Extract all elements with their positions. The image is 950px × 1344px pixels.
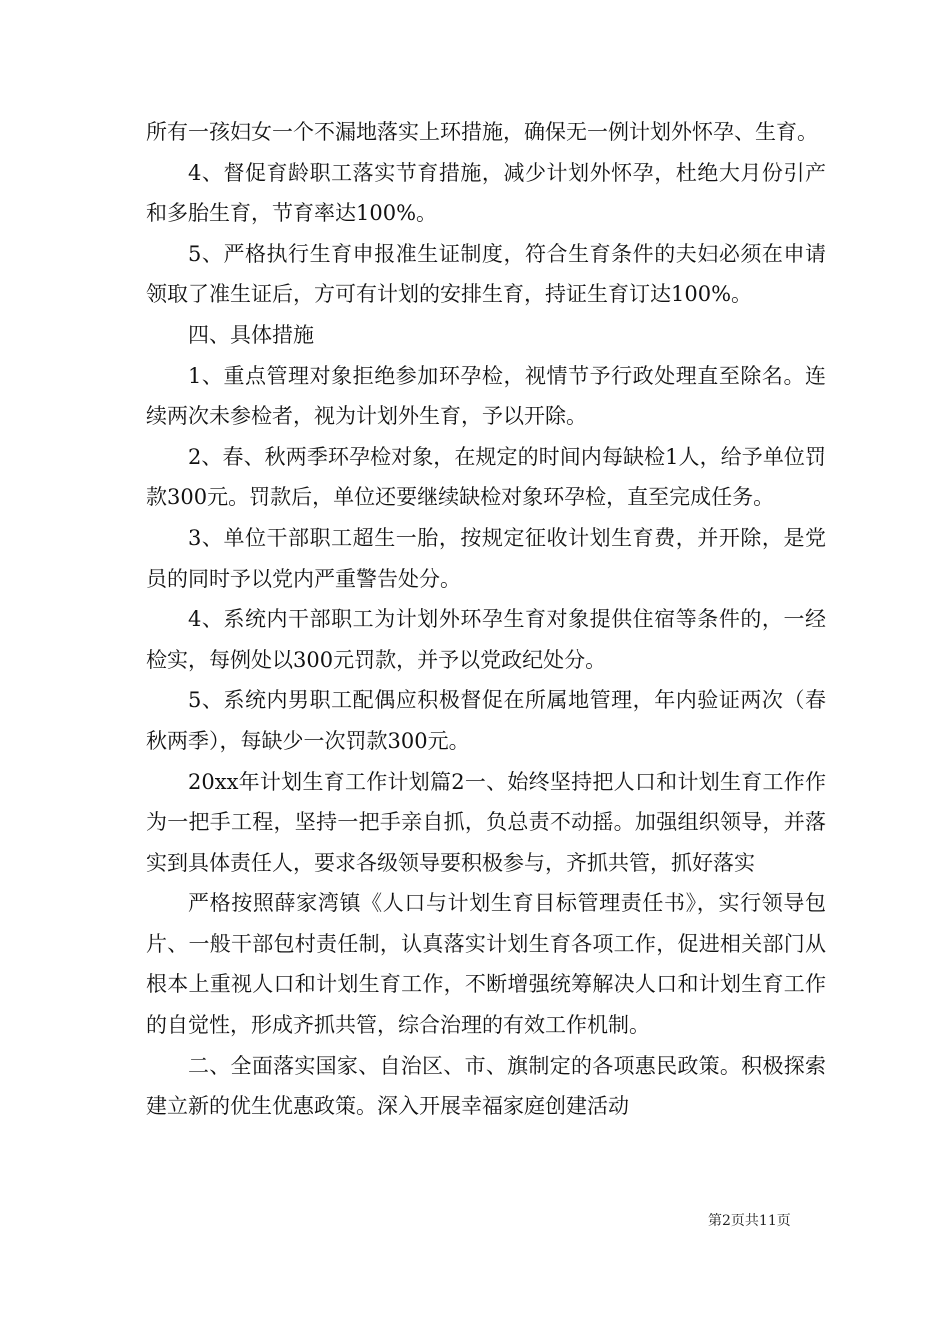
document-body xyxy=(146,112,826,1127)
paragraph-1: 所有一孩妇女一个不漏地落实上环措施，确保无一例计划外怀孕、生育。 xyxy=(146,120,818,144)
section-heading-measures: 四、具体措施 xyxy=(188,322,314,347)
paragraph-2: 4、督促育龄职工落实节育措施，减少计划外怀孕，杜绝大月份引产和多胎生育，节育率达100%。 xyxy=(146,160,826,226)
paragraph-8: 4、系统内干部职工为计划外环孕生育对象提供住宿等条件的，一经检实，每例处以300元罚款，并予以党政纪处分。 xyxy=(146,607,826,672)
paragraph-10: 20xx年计划生育工作计划篇2一、始终坚持把人口和计划生育工作作为一把手工程，坚持一把手亲自抓，负总责不动摇。加强组织领导，并落实到具体责任人，要求各级领导要积极参与，齐抓共管，抓好落实 xyxy=(146,769,826,875)
paragraph-7: 3、单位干部职工超生一胎，按规定征收计划生育费，并开除，是党员的同时予以党内严重警告处分。 xyxy=(146,525,826,591)
paragraph-9: 5、系统内男职工配偶应积极督促在所属地管理，年内验证两次（春秋两季），每缺少一次罚款300元。 xyxy=(146,688,826,753)
paragraph-5: 1、重点管理对象拒绝参加环孕检，视情节予行政处理直至除名。连续两次未参检者，视为计划外生育，予以开除。 xyxy=(146,363,826,429)
paragraph-12: 二、全面落实国家、自治区、市、旗制定的各项惠民政策。积极探索建立新的优生优惠政策。深入开展幸福家庭创建活动 xyxy=(146,1053,826,1119)
paragraph-6: 2、春、秋两季环孕检对象，在规定的时间内每缺检1人，给予单位罚款300元。罚款后，单位还要继续缺检对象环孕检，直至完成任务。 xyxy=(146,444,826,510)
page-number: 第2页共11页 xyxy=(708,1213,791,1229)
paragraph-11: 严格按照薛家湾镇《人口与计划生育目标管理责任书》，实行领导包片、一般干部包村责任制，认真落实计划生育各项工作，促进相关部门从根本上重视人口和计划生育工作，不断增强统筹解决人口和计划生育工作的自觉性，形成齐抓共管，综合治理的有效工作机制。 xyxy=(146,891,826,1038)
paragraph-3: 5、严格执行生育申报准生证制度，符合生育条件的夫妇必须在申请领取了准生证后，方可有计划的安排生育，持证生育订达100%。 xyxy=(146,241,826,307)
